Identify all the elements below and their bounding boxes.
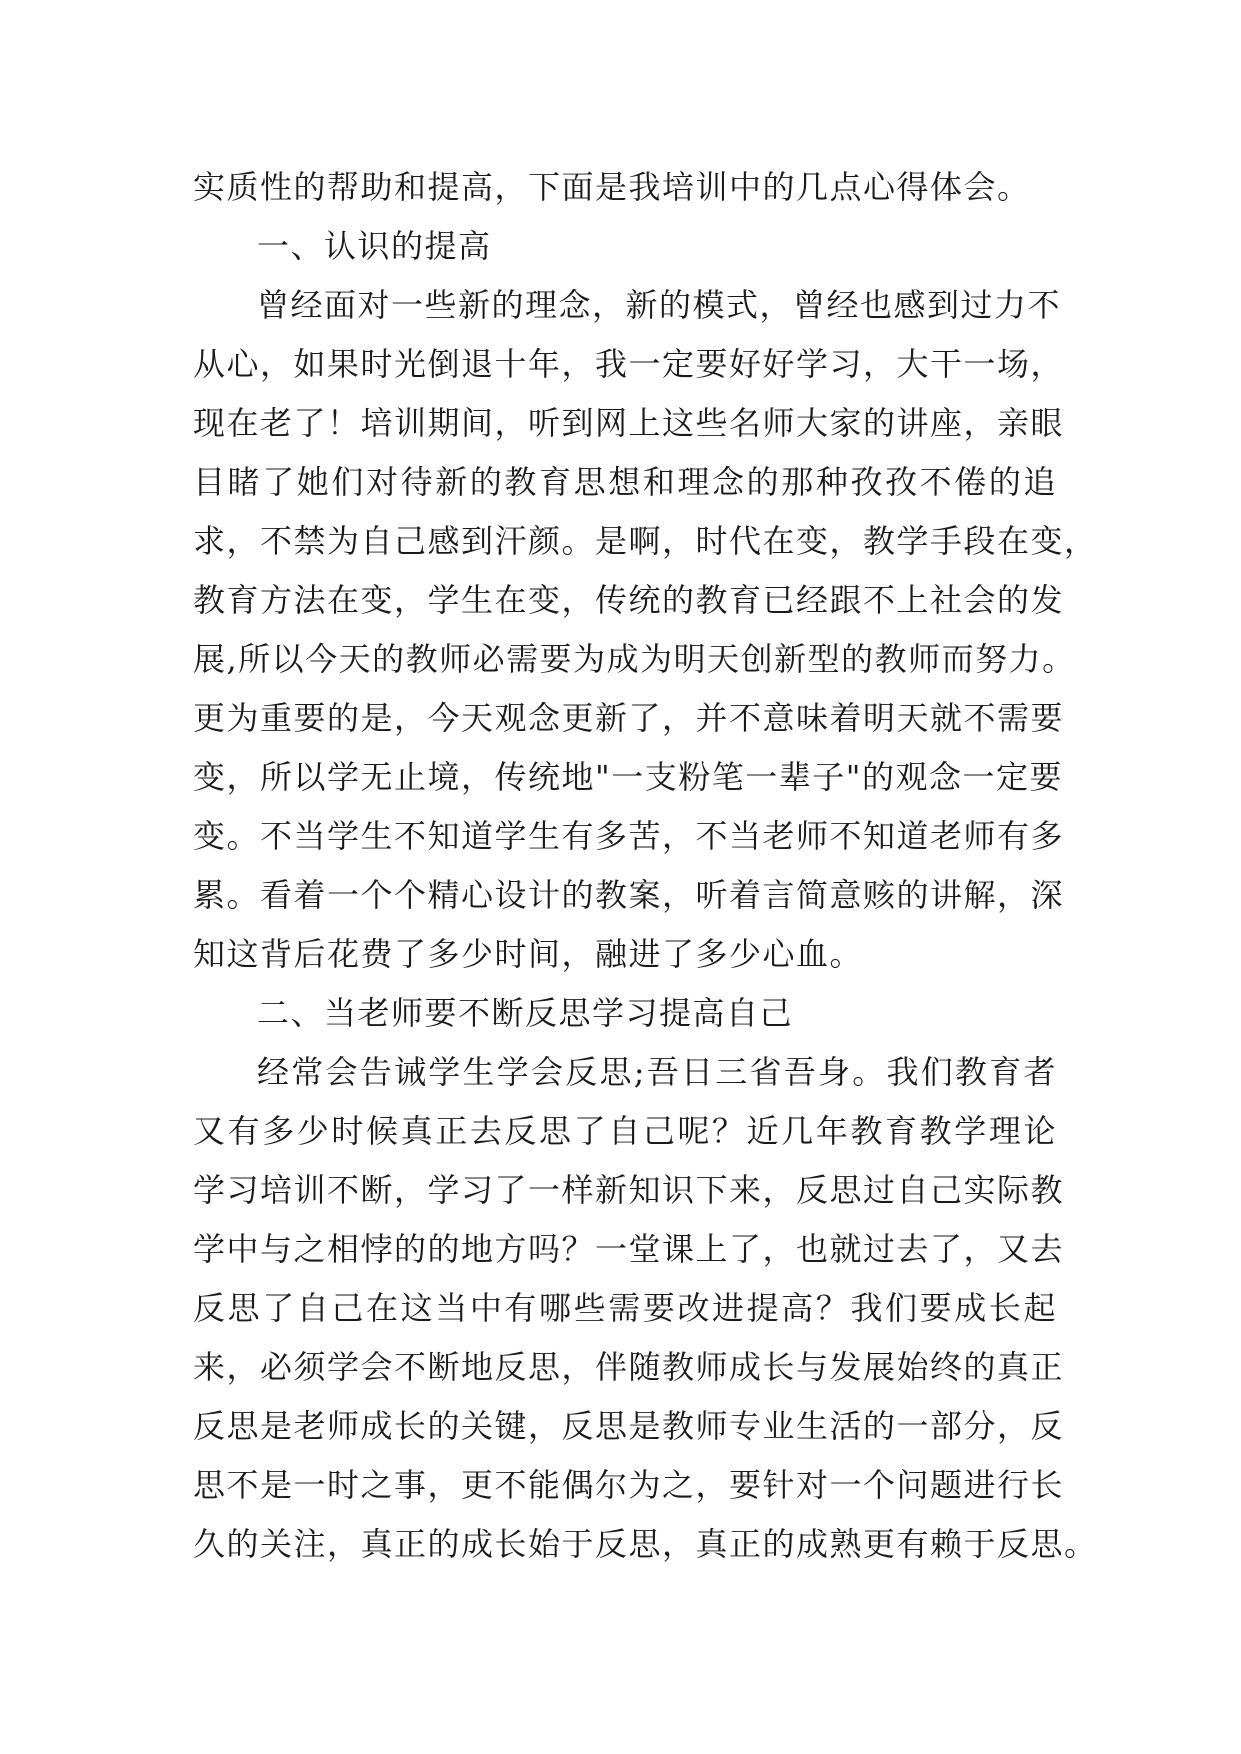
- paragraph-line: 求，不禁为自己感到汗颜。是啊，时代在变，教学手段在变，: [193, 522, 1098, 560]
- paragraph-line: 更为重要的是，今天观念更新了，并不意味着明天就不需要: [193, 699, 1065, 737]
- paragraph-line: 变，所以学无止境，传统地"一支粉笔一辈子"的观念一定要: [193, 758, 1063, 796]
- paragraph-line: 从心，如果时光倒退十年，我一定要好好学习，大干一场，: [193, 345, 1065, 383]
- paragraph-line: 变。不当学生不知道学生有多苦，不当老师不知道老师有多: [193, 817, 1065, 855]
- paragraph-line: 反思是老师成长的关键，反思是教师专业生活的一部分，反: [193, 1407, 1065, 1445]
- paragraph-line: 学中与之相悖的的地方吗？一堂课上了，也就过去了，又去: [193, 1230, 1065, 1268]
- paragraph-line: 教育方法在变，学生在变，传统的教育已经跟不上社会的发: [193, 581, 1065, 619]
- section-heading: 二、当老师要不断反思学习提高自己: [257, 994, 794, 1032]
- document-body: [193, 158, 1098, 1574]
- paragraph-line: 累。看着一个个精心设计的教案，听着言简意赅的讲解，深: [193, 876, 1065, 914]
- paragraph-line: 经常会告诫学生学会反思;吾日三省吾身。我们教育者: [257, 1053, 1057, 1091]
- paragraph-line: 知这背后花费了多少时间，融进了多少心血。: [193, 935, 864, 973]
- paragraph-line: 展,所以今天的教师必需要为成为明天创新型的教师而努力。: [193, 640, 1076, 678]
- paragraph-line: 来，必须学会不断地反思，伴随教师成长与发展始终的真正: [193, 1348, 1065, 1386]
- paragraph-line: 曾经面对一些新的理念，新的模式，曾经也感到过力不: [257, 286, 1062, 324]
- paragraph-line: 目睹了她们对待新的教育思想和理念的那种孜孜不倦的追: [193, 463, 1057, 501]
- paragraph-line: 思不是一时之事，更不能偶尔为之，要针对一个问题进行长: [193, 1466, 1065, 1504]
- section-heading: 一、认识的提高: [257, 227, 492, 265]
- paragraph-line: 反思了自己在这当中有哪些需要改进提高？我们要成长起: [193, 1289, 1057, 1327]
- paragraph-line: 实质性的帮助和提高，下面是我培训中的几点心得体会。: [193, 168, 1031, 206]
- paragraph-line: 学习培训不断，学习了一样新知识下来，反思过自己实际教: [193, 1171, 1065, 1209]
- paragraph-line: 现在老了！培训期间，听到网上这些名师大家的讲座，亲眼: [193, 404, 1065, 442]
- paragraph-line: 久的关注，真正的成长始于反思，真正的成熟更有赖于反思。: [193, 1525, 1098, 1563]
- paragraph-line: 又有多少时候真正去反思了自己呢？近几年教育教学理论: [193, 1112, 1057, 1150]
